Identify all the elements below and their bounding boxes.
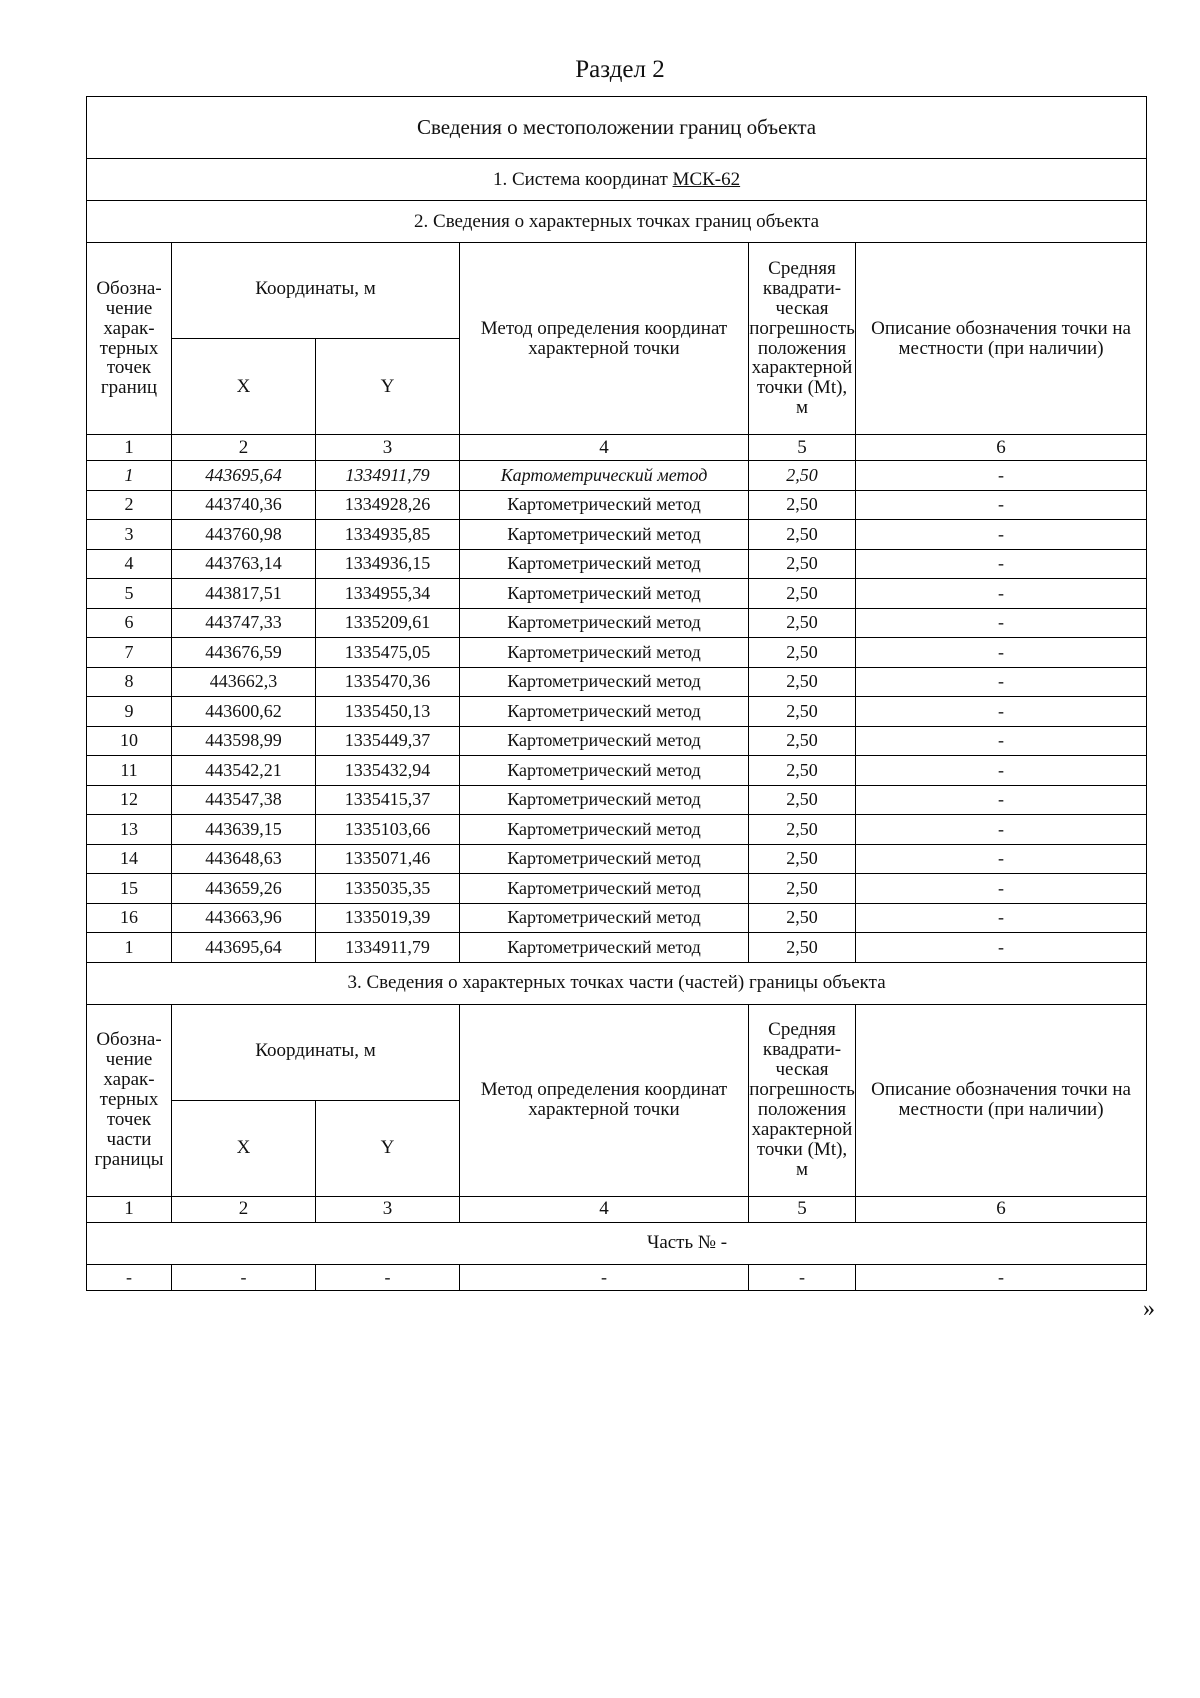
table-row <box>87 756 1147 786</box>
table-row <box>87 903 1147 933</box>
point-description: - <box>856 903 1147 933</box>
point-description: - <box>856 667 1147 697</box>
point-y: 1335432,94 <box>316 756 460 786</box>
point-accuracy: 2,50 <box>749 579 856 609</box>
section-title: Раздел 2 <box>575 56 665 83</box>
point-x: 443740,36 <box>172 490 316 520</box>
column-number: 2 <box>172 1196 316 1222</box>
column-number: 4 <box>460 1196 749 1222</box>
point-method: Картометрический метод <box>460 903 749 933</box>
parts-section-label: 3. Сведения о характерных точках части (частей) границы объекта <box>87 962 1147 1004</box>
table-row <box>87 579 1147 609</box>
point-description: - <box>856 844 1147 874</box>
point-x: 443676,59 <box>172 638 316 668</box>
header-x: X <box>172 339 316 435</box>
point-number: 15 <box>87 874 172 904</box>
column-number: 3 <box>316 435 460 461</box>
point-number: 13 <box>87 815 172 845</box>
point-number: 14 <box>87 844 172 874</box>
point-number: 10 <box>87 726 172 756</box>
header-accuracy: Средняя квадрати- ческая погрешность положения характерной точки (Mt), м <box>749 243 856 435</box>
point-number: 7 <box>87 638 172 668</box>
header-description: Описание обозначения точки на местности (при наличии) <box>856 1004 1147 1196</box>
table-row <box>87 461 1147 491</box>
column-number: 5 <box>749 1196 856 1222</box>
point-method: Картометрический метод <box>460 697 749 727</box>
table-row <box>87 608 1147 638</box>
point-accuracy: 2,50 <box>749 874 856 904</box>
header-method: Метод определения координат характерной точки <box>460 243 749 435</box>
point-method: Картометрический метод <box>460 667 749 697</box>
closing-quote: » <box>1143 1296 1155 1322</box>
point-description: - <box>856 461 1147 491</box>
table-row <box>87 785 1147 815</box>
table-row <box>87 490 1147 520</box>
header-method: Метод определения координат характерной точки <box>460 1004 749 1196</box>
point-description: - <box>856 697 1147 727</box>
point-x: 443547,38 <box>172 785 316 815</box>
point-method: Картометрический метод <box>460 579 749 609</box>
point-number: 2 <box>87 490 172 520</box>
point-description: - <box>856 579 1147 609</box>
table-row <box>87 874 1147 904</box>
point-x: 443639,15 <box>172 815 316 845</box>
point-y: 1334911,79 <box>316 461 460 491</box>
point-description: - <box>856 785 1147 815</box>
point-method: Картометрический метод <box>460 756 749 786</box>
column-number: 3 <box>316 1196 460 1222</box>
point-method: Картометрический метод <box>460 608 749 638</box>
table-row <box>87 815 1147 845</box>
point-x: 443747,33 <box>172 608 316 638</box>
point-accuracy: 2,50 <box>749 785 856 815</box>
coord-system-row <box>87 159 1147 201</box>
column-number: 2 <box>172 435 316 461</box>
point-y: 1335071,46 <box>316 844 460 874</box>
column-number: 6 <box>856 1196 1147 1222</box>
point-method: Картометрический метод <box>460 815 749 845</box>
table-row <box>87 844 1147 874</box>
point-y: 1334928,26 <box>316 490 460 520</box>
header-coordinates: Координаты, м <box>172 243 460 339</box>
point-description: - <box>856 549 1147 579</box>
point-accuracy: 2,50 <box>749 461 856 491</box>
points-section-label: 2. Сведения о характерных точках границ объекта <box>87 201 1147 243</box>
point-description: - <box>856 756 1147 786</box>
column-number: 5 <box>749 435 856 461</box>
point-y: 1335449,37 <box>316 726 460 756</box>
point-method: Картометрический метод <box>460 874 749 904</box>
point-description: - <box>856 638 1147 668</box>
point-y: 1335209,61 <box>316 608 460 638</box>
point-number: 16 <box>87 903 172 933</box>
column-number: 4 <box>460 435 749 461</box>
point-x: 443600,62 <box>172 697 316 727</box>
column-number: 1 <box>87 435 172 461</box>
header-part-point-designation: Обозна- чение харак- терных точек части границы <box>87 1004 172 1196</box>
point-description: - <box>856 490 1147 520</box>
point-x: 443542,21 <box>172 756 316 786</box>
point-x: 443662,3 <box>172 667 316 697</box>
point-x: 443648,63 <box>172 844 316 874</box>
point-y: 1334911,79 <box>316 933 460 963</box>
point-accuracy: 2,50 <box>749 697 856 727</box>
point-accuracy: 2,50 <box>749 520 856 550</box>
header-point-designation: Обозна- чение харак- терных точек границ <box>87 243 172 435</box>
boundary-table <box>86 96 1147 1291</box>
point-x: 443695,64 <box>172 461 316 491</box>
point-y: 1335103,66 <box>316 815 460 845</box>
part-cell: - <box>856 1264 1147 1290</box>
coord-system-prefix: 1. Система координат <box>492 168 668 190</box>
point-method: Картометрический метод <box>460 726 749 756</box>
point-method: Картометрический метод <box>460 844 749 874</box>
point-number: 9 <box>87 697 172 727</box>
point-y: 1335475,05 <box>316 638 460 668</box>
point-number: 5 <box>87 579 172 609</box>
point-number: 6 <box>87 608 172 638</box>
point-x: 443763,14 <box>172 549 316 579</box>
header-x: X <box>172 1100 316 1196</box>
point-accuracy: 2,50 <box>749 490 856 520</box>
part-label: Часть № - <box>87 1222 1147 1264</box>
point-method: Картометрический метод <box>460 549 749 579</box>
point-x: 443598,99 <box>172 726 316 756</box>
point-x: 443663,96 <box>172 903 316 933</box>
table-title: Сведения о местоположении границ объекта <box>87 97 1147 159</box>
coord-system-value: МСК-62 <box>672 168 741 190</box>
point-accuracy: 2,50 <box>749 903 856 933</box>
column-number: 1 <box>87 1196 172 1222</box>
table-row <box>87 638 1147 668</box>
point-y: 1335450,13 <box>316 697 460 727</box>
point-accuracy: 2,50 <box>749 933 856 963</box>
point-number: 1 <box>87 933 172 963</box>
point-accuracy: 2,50 <box>749 815 856 845</box>
table-row <box>87 667 1147 697</box>
column-number: 6 <box>856 435 1147 461</box>
point-number: 1 <box>87 461 172 491</box>
point-accuracy: 2,50 <box>749 844 856 874</box>
point-method: Картометрический метод <box>460 461 749 491</box>
header-description: Описание обозначения точки на местности (при наличии) <box>856 243 1147 435</box>
point-x: 443760,98 <box>172 520 316 550</box>
part-cell: - <box>172 1264 316 1290</box>
point-method: Картометрический метод <box>460 785 749 815</box>
point-accuracy: 2,50 <box>749 549 856 579</box>
header-y: Y <box>316 1100 460 1196</box>
point-y: 1335470,36 <box>316 667 460 697</box>
point-x: 443817,51 <box>172 579 316 609</box>
point-description: - <box>856 933 1147 963</box>
point-method: Картометрический метод <box>460 933 749 963</box>
point-method: Картометрический метод <box>460 520 749 550</box>
part-cell: - <box>87 1264 172 1290</box>
points-body <box>87 461 1147 963</box>
point-number: 11 <box>87 756 172 786</box>
part-cell: - <box>749 1264 856 1290</box>
point-y: 1334936,15 <box>316 549 460 579</box>
point-accuracy: 2,50 <box>749 638 856 668</box>
table-row <box>87 726 1147 756</box>
table-row <box>87 549 1147 579</box>
point-description: - <box>856 874 1147 904</box>
header-coordinates: Координаты, м <box>172 1004 460 1100</box>
point-number: 4 <box>87 549 172 579</box>
table-row <box>87 697 1147 727</box>
point-y: 1334935,85 <box>316 520 460 550</box>
point-description: - <box>856 608 1147 638</box>
point-x: 443659,26 <box>172 874 316 904</box>
point-accuracy: 2,50 <box>749 608 856 638</box>
point-method: Картометрический метод <box>460 490 749 520</box>
header-y: Y <box>316 339 460 435</box>
point-number: 8 <box>87 667 172 697</box>
point-description: - <box>856 815 1147 845</box>
point-y: 1335035,35 <box>316 874 460 904</box>
point-accuracy: 2,50 <box>749 756 856 786</box>
table-row <box>87 933 1147 963</box>
part-cell: - <box>316 1264 460 1290</box>
point-description: - <box>856 520 1147 550</box>
table-row <box>87 520 1147 550</box>
point-y: 1334955,34 <box>316 579 460 609</box>
point-number: 3 <box>87 520 172 550</box>
point-accuracy: 2,50 <box>749 667 856 697</box>
point-number: 12 <box>87 785 172 815</box>
point-y: 1335019,39 <box>316 903 460 933</box>
point-accuracy: 2,50 <box>749 726 856 756</box>
point-y: 1335415,37 <box>316 785 460 815</box>
point-method: Картометрический метод <box>460 638 749 668</box>
point-x: 443695,64 <box>172 933 316 963</box>
point-description: - <box>856 726 1147 756</box>
part-cell: - <box>460 1264 749 1290</box>
header-accuracy: Средняя квадрати- ческая погрешность положения характерной точки (Mt), м <box>749 1004 856 1196</box>
